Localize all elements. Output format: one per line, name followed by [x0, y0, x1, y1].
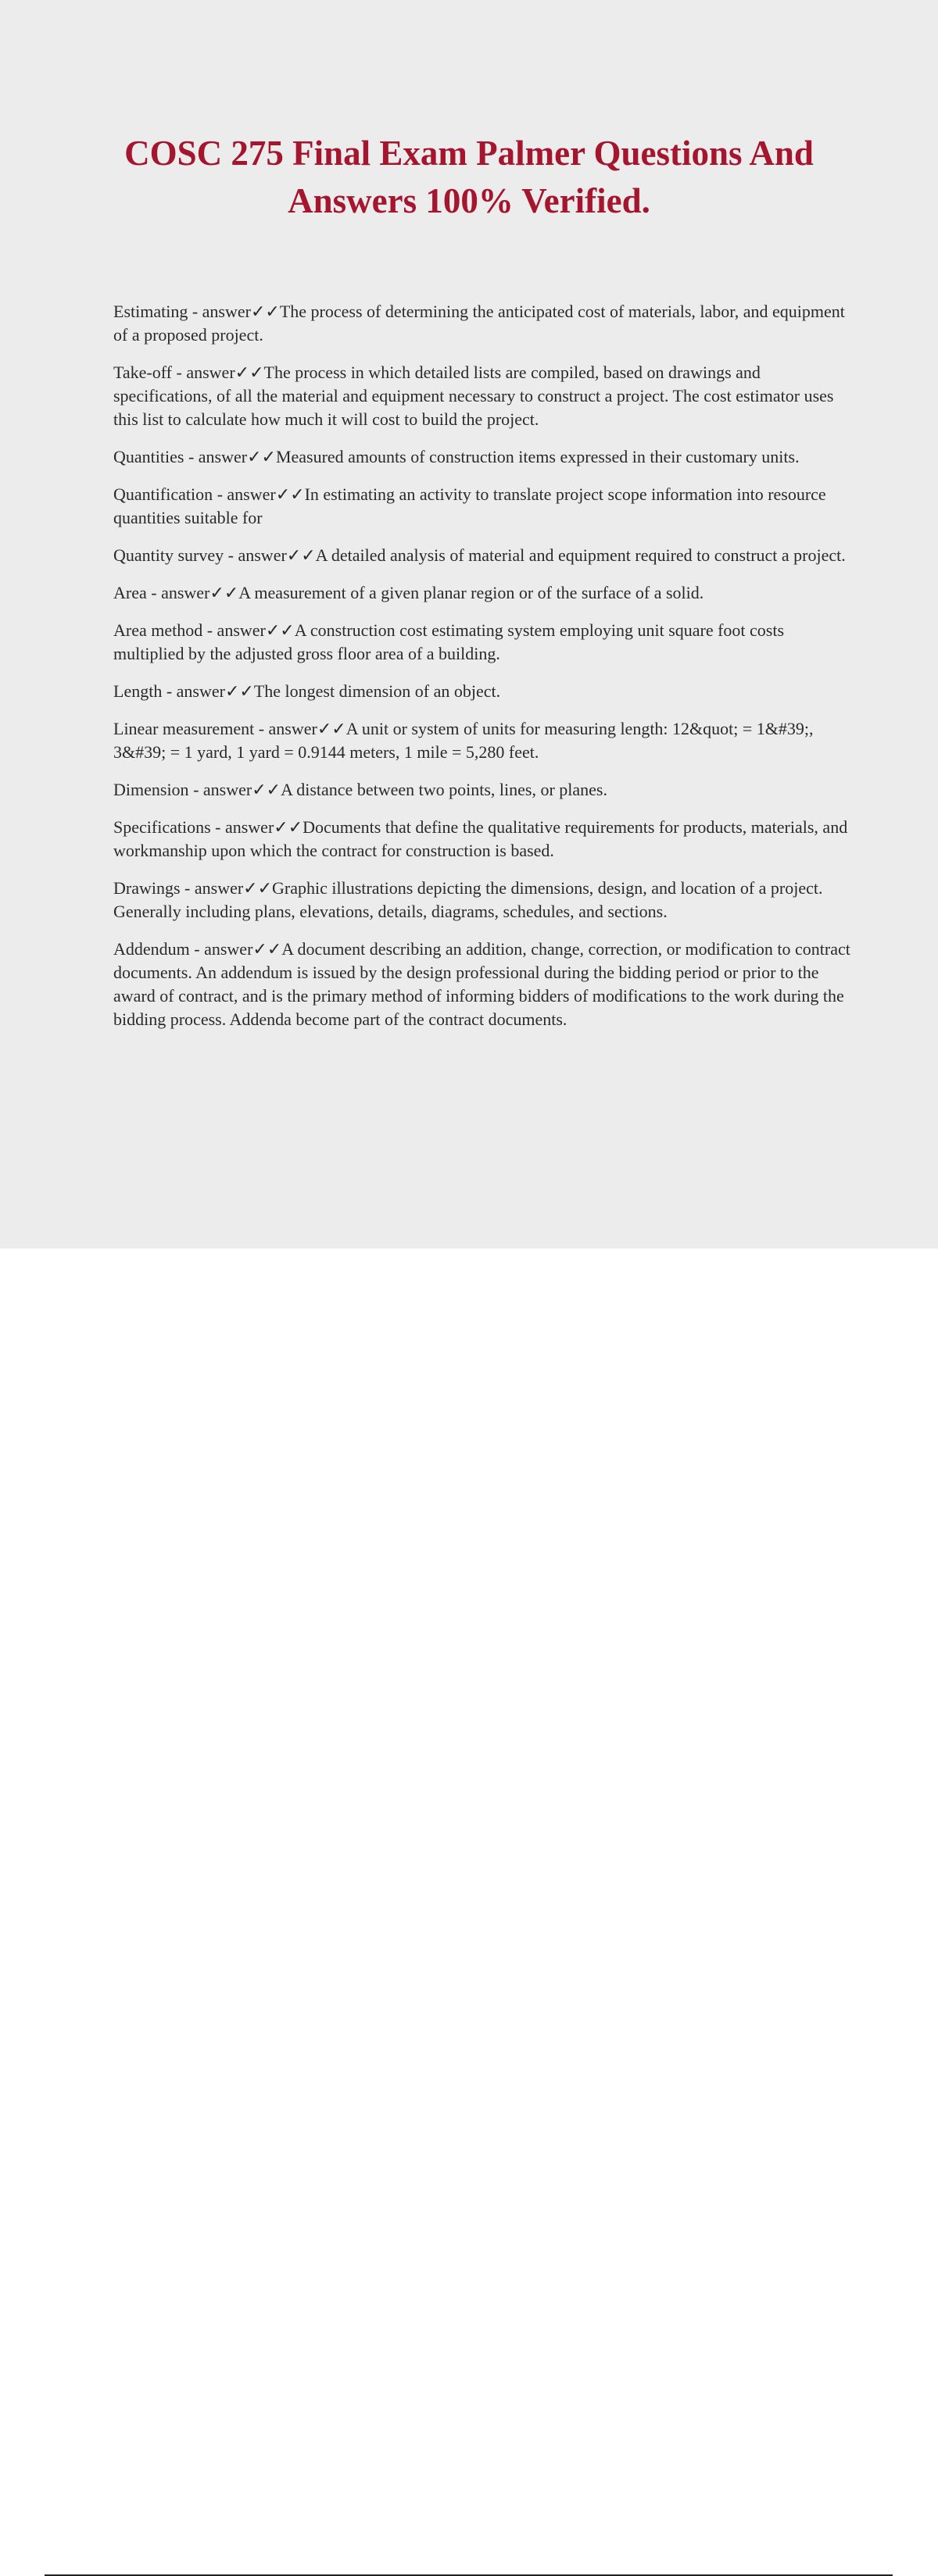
qa-entry: [113, 361, 856, 431]
qa-entry: [113, 619, 856, 666]
answer-marker: - answer✓✓: [213, 484, 305, 504]
entry-definition: A construction cost estimating system employing unit square foot costs multiplied by the adjusted gross floor area of a building.: [113, 620, 785, 663]
entry-term: Quantities: [113, 447, 184, 466]
qa-entry: [113, 938, 856, 1031]
entry-term: Specifications: [113, 817, 211, 837]
answer-marker: - answer✓✓: [188, 302, 280, 321]
entry-definition: A measurement of a given planar region or of the surface of a solid.: [238, 583, 704, 602]
answer-marker: - answer✓✓: [202, 620, 295, 640]
entry-term: Drawings: [113, 878, 181, 898]
entry-definition: Measured amounts of construction items expressed in their customary units.: [275, 447, 800, 466]
entry-definition: Graphic illustrations depicting the dimensions, design, and location of a project. Generally including plans, elevations, details, diagrams, schedules, and sections.: [113, 878, 823, 921]
qa-entry: [113, 680, 856, 703]
qa-entry: [113, 300, 856, 347]
entry-definition: The longest dimension of an object.: [253, 681, 501, 701]
qa-entry: [113, 483, 856, 530]
entry-term: Estimating: [113, 302, 188, 321]
answer-marker: - answer✓✓: [172, 363, 264, 382]
answer-marker: - answer✓✓: [189, 939, 282, 959]
entry-term: Addendum: [113, 939, 190, 959]
page-bottom-margin: [0, 1249, 938, 1328]
qa-entry: [113, 544, 856, 567]
entry-term: Quantification: [113, 484, 213, 504]
answer-marker: - answer✓✓: [210, 817, 303, 837]
qa-entry: [113, 445, 856, 469]
document-page: [0, 0, 938, 1249]
entry-term: Length: [113, 681, 163, 701]
answer-marker: - answer✓✓: [224, 545, 316, 565]
entry-term: Quantity survey: [113, 545, 224, 565]
answer-marker: - answer✓✓: [188, 780, 281, 799]
qa-entry: [113, 816, 856, 863]
entry-definition: Documents that define the qualitative requirements for products, materials, and workmanship upon which the contract for construction is based.: [113, 817, 848, 860]
entry-definition: A unit or system of units for measuring length: 12&quot; = 1&#39;, 3&#39; = 1 yard, 1 yard = 0.9144 meters, 1 mile = 5,280 feet.: [113, 719, 814, 762]
document-title: COSC 275 Final Exam Palmer Questions And Answers 100% Verified.: [124, 134, 814, 220]
entry-definition: The process of determining the anticipated cost of materials, labor, and equipment of a proposed project.: [113, 302, 845, 345]
answer-marker: - answer✓✓: [254, 719, 346, 738]
qa-entry: [113, 877, 856, 924]
entry-term: Dimension: [113, 780, 189, 799]
entry-definition: A distance between two points, lines, or planes.: [281, 780, 607, 799]
entry-term: Linear measurement: [113, 719, 255, 738]
entry-definition: The process in which detailed lists are compiled, based on drawings and specifications, of all the material and equipment necessary to construct a project. The cost estimator uses this list to calculate how much it will cost to build the project.: [113, 363, 834, 429]
answer-marker: - answer✓✓: [180, 878, 273, 898]
qa-entry: [113, 717, 856, 764]
answer-marker: - answer✓✓: [162, 681, 254, 701]
answer-marker: - answer✓✓: [146, 583, 239, 602]
entry-definition: In estimating an activity to translate project scope information into resource quantities suitable for: [113, 484, 826, 527]
qa-entry: [113, 778, 856, 802]
entry-definition: A document describing an addition, change, correction, or modification to contract documents. An addendum is issued by the design professional during the bidding period or prior to the award of contract, and is the primary method of informing bidders of modifications to the work during the bidding process. Addenda become part of the contract documents.: [113, 939, 850, 1029]
entry-definition: A detailed analysis of material and equipment required to construct a project.: [315, 545, 846, 565]
qa-entry-list: [113, 300, 856, 1045]
qa-entry: [113, 581, 856, 605]
answer-marker: - answer✓✓: [184, 447, 276, 466]
entry-term: Area: [113, 583, 147, 602]
entry-term: Take-off: [113, 363, 173, 382]
entry-term: Area method: [113, 620, 203, 640]
